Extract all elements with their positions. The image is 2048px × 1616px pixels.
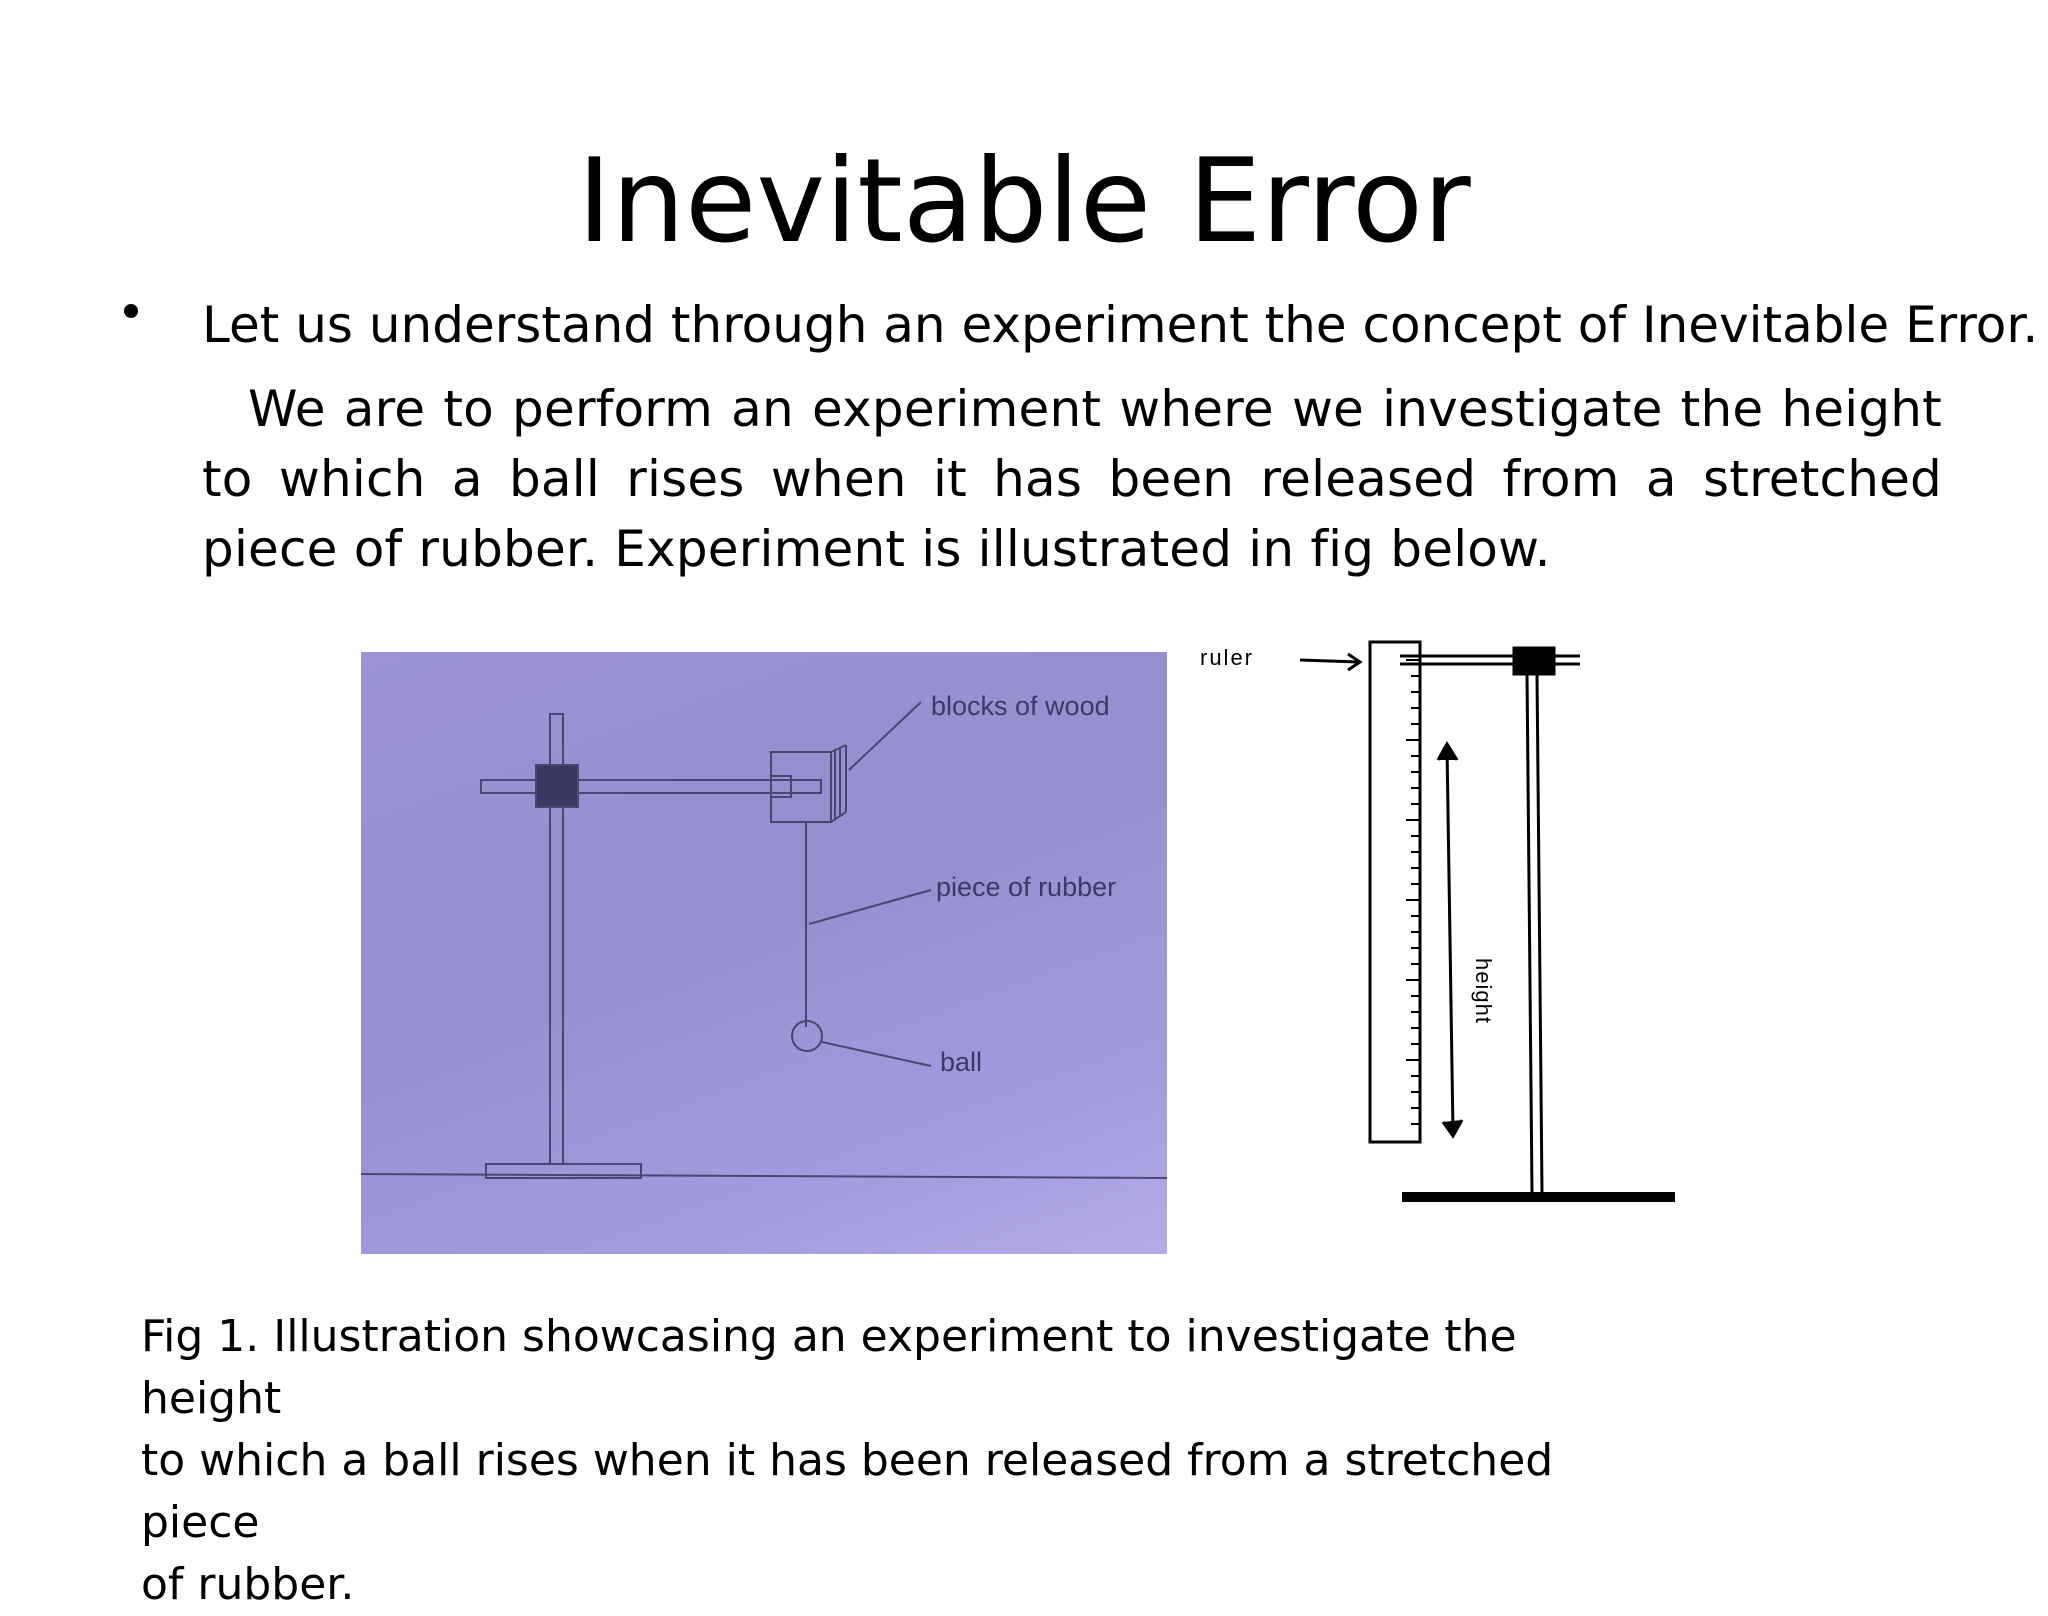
- figure-caption: [141, 1306, 1641, 1616]
- label-blocks-of-wood: blocks of wood: [931, 691, 1110, 721]
- experiment-photo-diagram: [361, 652, 1167, 1254]
- caption-line: Fig 1. Illustration showcasing an experiment to investigate the height: [141, 1311, 1517, 1424]
- caption-line: of rubber.: [141, 1559, 355, 1610]
- intro-paragraph: We are to perform an experiment where we investigate the height to which a ball rises when it has been released from a stretched piece of rubber. Experiment is illustrated in fig below.: [202, 380, 1942, 578]
- slide-title: Inevitable Error: [577, 134, 1471, 269]
- label-ruler: ruler: [1200, 645, 1255, 670]
- ruler-height-diagram: [1170, 620, 1690, 1220]
- bullet-text: Let us understand through an experiment the concept of Inevitable Error.: [202, 296, 2039, 354]
- label-height: height: [1471, 958, 1496, 1024]
- label-piece-of-rubber: piece of rubber: [936, 872, 1117, 902]
- caption-line: to which a ball rises when it has been released from a stretched piece: [141, 1435, 1554, 1548]
- ruler-drawing-figure: [1170, 620, 1690, 1220]
- bullet-marker: [124, 304, 138, 318]
- experiment-photo-figure: [361, 652, 1167, 1254]
- label-ball: ball: [940, 1047, 983, 1077]
